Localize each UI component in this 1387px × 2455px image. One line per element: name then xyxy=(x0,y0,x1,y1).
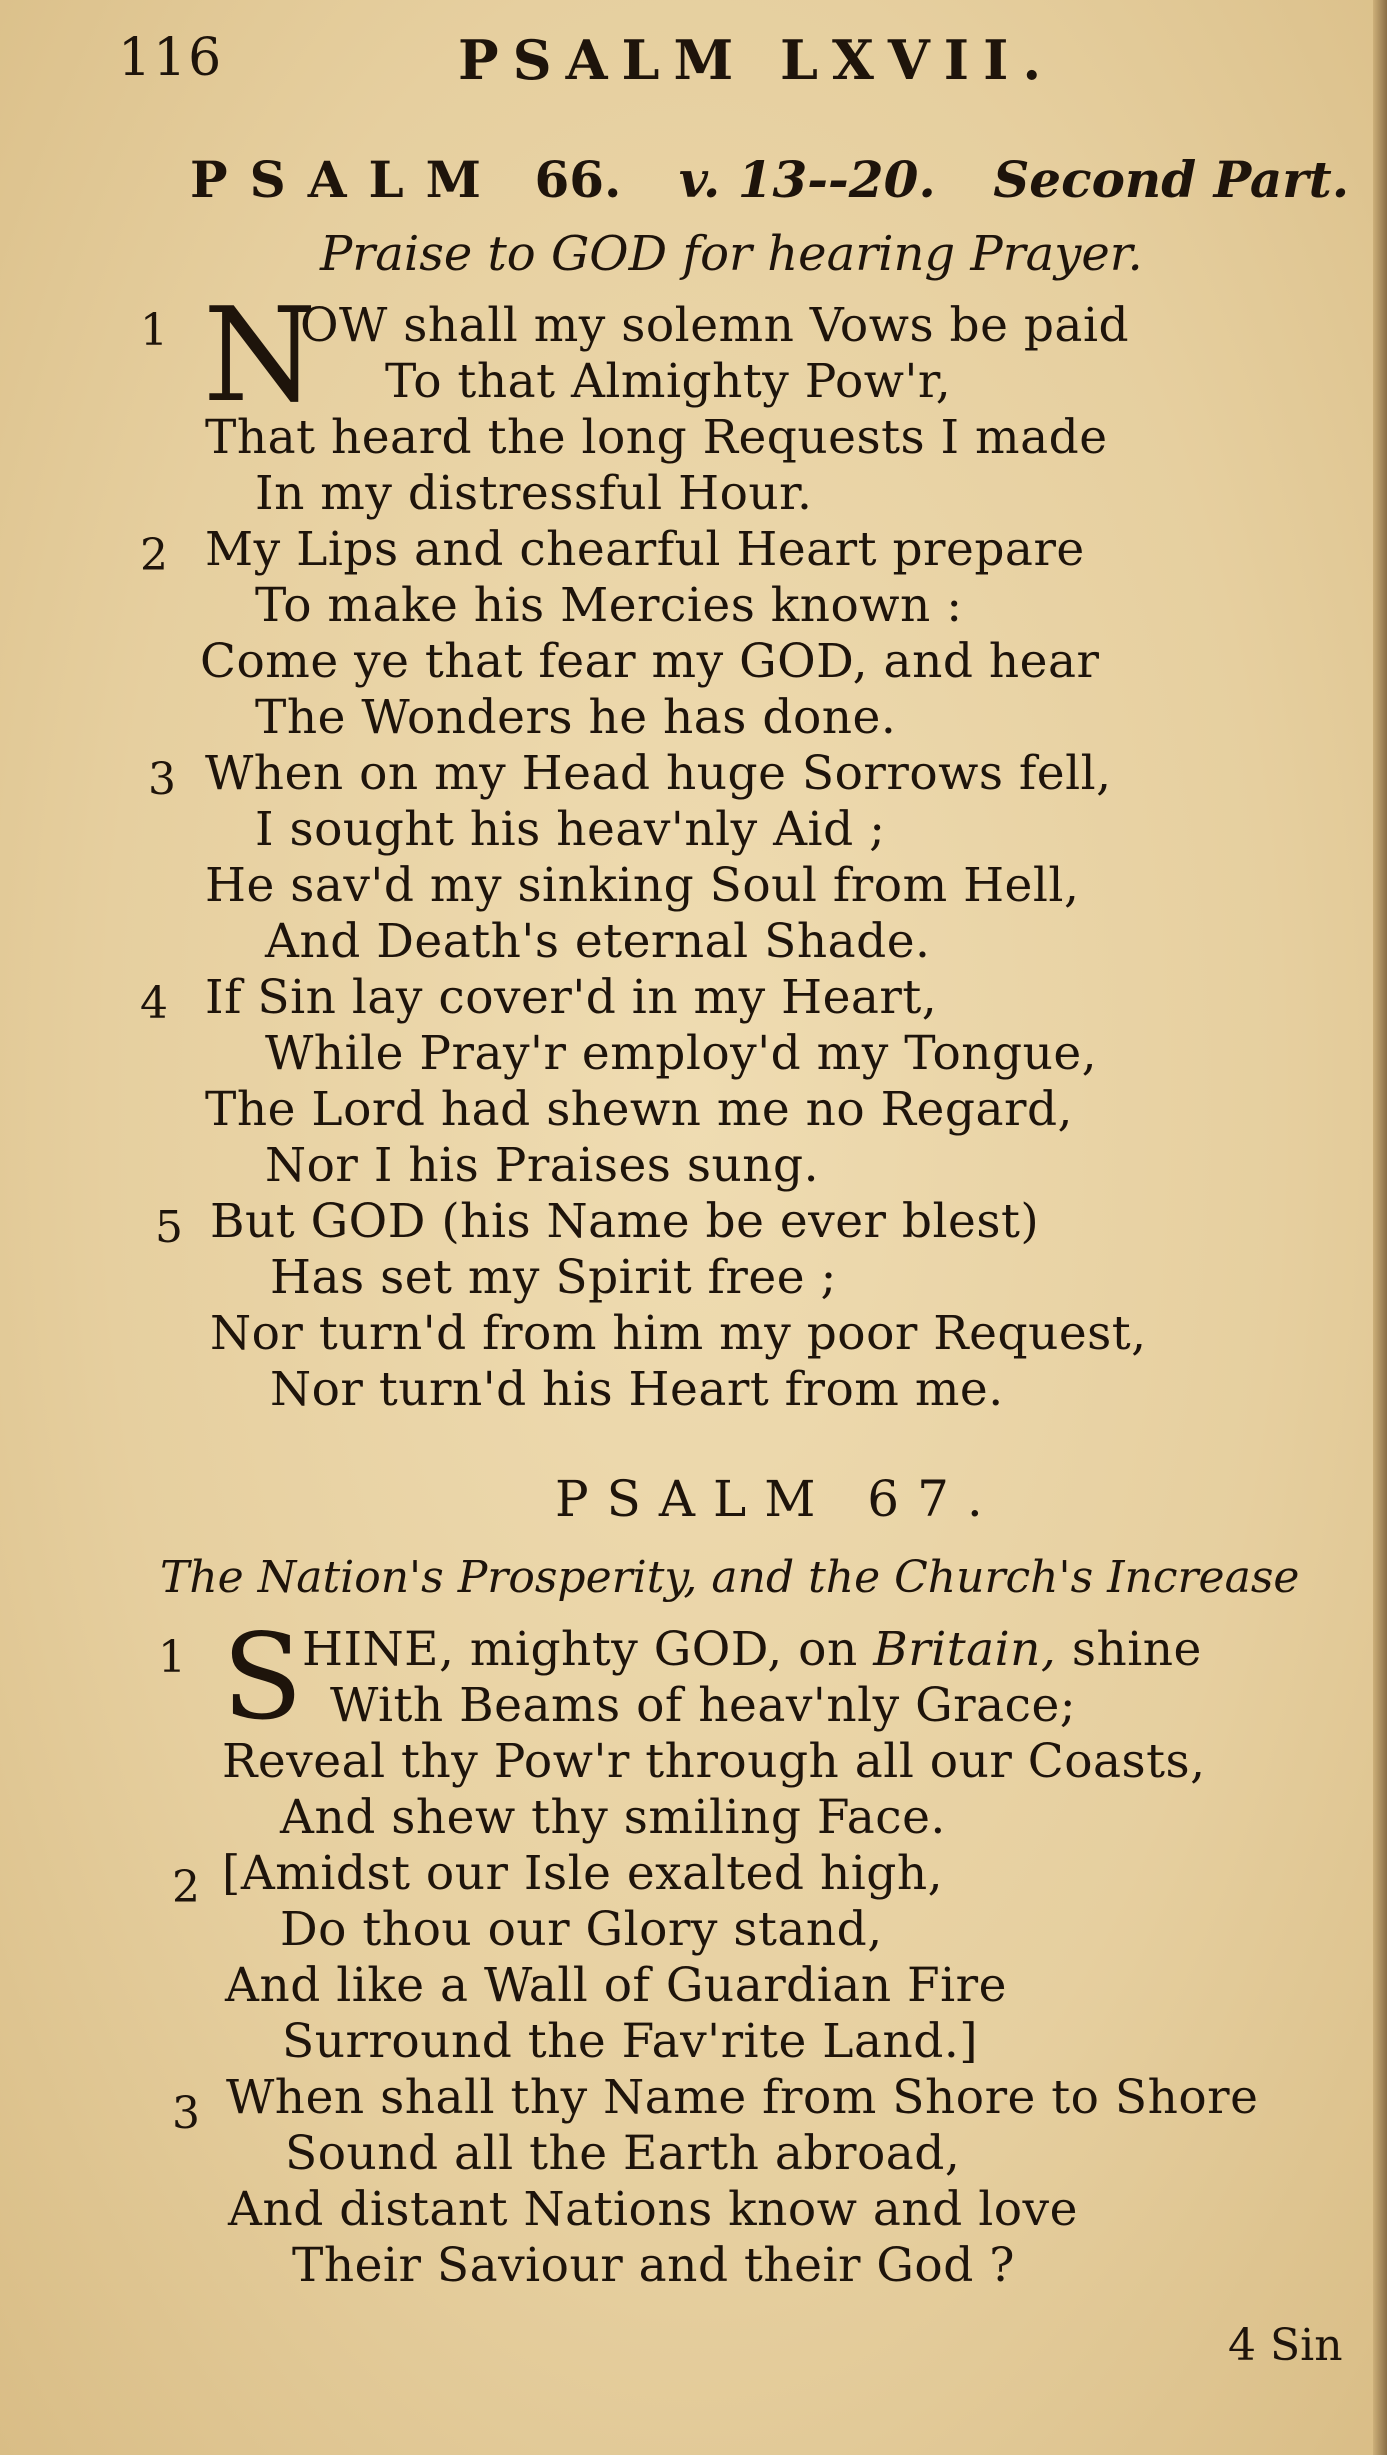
verse-line: Come ye that fear my GOD, and hear xyxy=(200,634,1100,689)
verse-line: And Death's eternal Shade. xyxy=(265,914,931,969)
verse-line: And shew thy smiling Face. xyxy=(280,1790,946,1845)
catchword: 4 Sin xyxy=(1228,2320,1343,2371)
verse-line: Nor turn'd from him my poor Request, xyxy=(210,1306,1147,1361)
verse-line: While Pray'r employ'd my Tongue, xyxy=(265,1026,1098,1081)
verse-line: [Amidst our Isle exalted high, xyxy=(222,1846,944,1901)
verse-line: He sav'd my sinking Soul from Hell, xyxy=(205,858,1080,913)
page-number: 116 xyxy=(118,28,224,88)
verse-number: 3 xyxy=(148,754,176,805)
psalm-66-heading xyxy=(190,150,1349,209)
verse-line: Their Saviour and their God ? xyxy=(292,2238,1015,2293)
verse-number: 1 xyxy=(140,305,168,356)
verse-line: Surround the Fav'rite Land.] xyxy=(282,2014,979,2069)
psalm-66-subtitle: Praise to GOD for hearing Prayer. xyxy=(320,226,1143,282)
verse-line: Reveal thy Pow'r through all our Coasts, xyxy=(222,1734,1206,1789)
verse-number: 2 xyxy=(172,1862,200,1913)
psalm-number: 66. xyxy=(534,150,622,209)
verse-line: My Lips and chearful Heart prepare xyxy=(205,522,1085,577)
verse-line: The Lord had shewn me no Regard, xyxy=(205,1082,1073,1137)
verse-line: Nor turn'd his Heart from me. xyxy=(270,1362,1004,1417)
verse-line: And distant Nations know and love xyxy=(228,2182,1078,2237)
drop-cap: S xyxy=(222,1608,303,1746)
verse-number: 2 xyxy=(140,530,168,581)
verse-line: With Beams of heav'nly Grace; xyxy=(330,1678,1077,1733)
psalm-67-heading: PSALM 67. xyxy=(555,1470,1001,1528)
verse-range: v. 13--20. xyxy=(678,150,936,209)
verse-text: HINE, mighty GOD, on xyxy=(302,1622,858,1677)
part-label: Second Part. xyxy=(993,150,1350,209)
verse-line: Do thou our Glory stand, xyxy=(280,1902,883,1957)
verse-line: Sound all the Earth abroad, xyxy=(285,2126,961,2181)
verse-line: That heard the long Requests I made xyxy=(205,410,1108,465)
psalm-67-subtitle: The Nation's Prosperity, and the Church's Increase xyxy=(160,1552,1300,1603)
verse-line: To that Almighty Pow'r, xyxy=(385,354,952,409)
running-title: PSALM LXVII. xyxy=(458,28,1056,92)
page-edge xyxy=(1373,0,1387,2455)
place-name: Britain, xyxy=(873,1622,1057,1677)
verse-line: The Wonders he has done. xyxy=(255,690,897,745)
verse-line xyxy=(302,1622,1202,1677)
verse-line: When on my Head huge Sorrows fell, xyxy=(205,746,1112,801)
verse-line: Has set my Spirit free ; xyxy=(270,1250,837,1305)
verse-line: In my distressful Hour. xyxy=(255,466,813,521)
drop-cap: N xyxy=(203,279,317,431)
verse-line: To make his Mercies known : xyxy=(255,578,963,633)
verse-line: OW shall my solemn Vows be paid xyxy=(300,298,1130,353)
verse-number: 1 xyxy=(158,1632,186,1683)
running-head xyxy=(118,28,1298,98)
verse-line: But GOD (his Name be ever blest) xyxy=(210,1194,1040,1249)
verse-line: If Sin lay cover'd in my Heart, xyxy=(205,970,938,1025)
verse-number: 3 xyxy=(172,2088,200,2139)
verse-line: And like a Wall of Guardian Fire xyxy=(225,1958,1007,2013)
verse-number: 5 xyxy=(155,1202,183,1253)
verse-number: 4 xyxy=(140,978,168,1029)
verse-line: I sought his heav'nly Aid ; xyxy=(255,802,886,857)
psalm-word: PSALM xyxy=(190,150,504,209)
verse-text: shine xyxy=(1071,1622,1202,1677)
verse-line: Nor I his Praises sung. xyxy=(265,1138,820,1193)
verse-line: When shall thy Name from Shore to Shore xyxy=(226,2070,1259,2125)
